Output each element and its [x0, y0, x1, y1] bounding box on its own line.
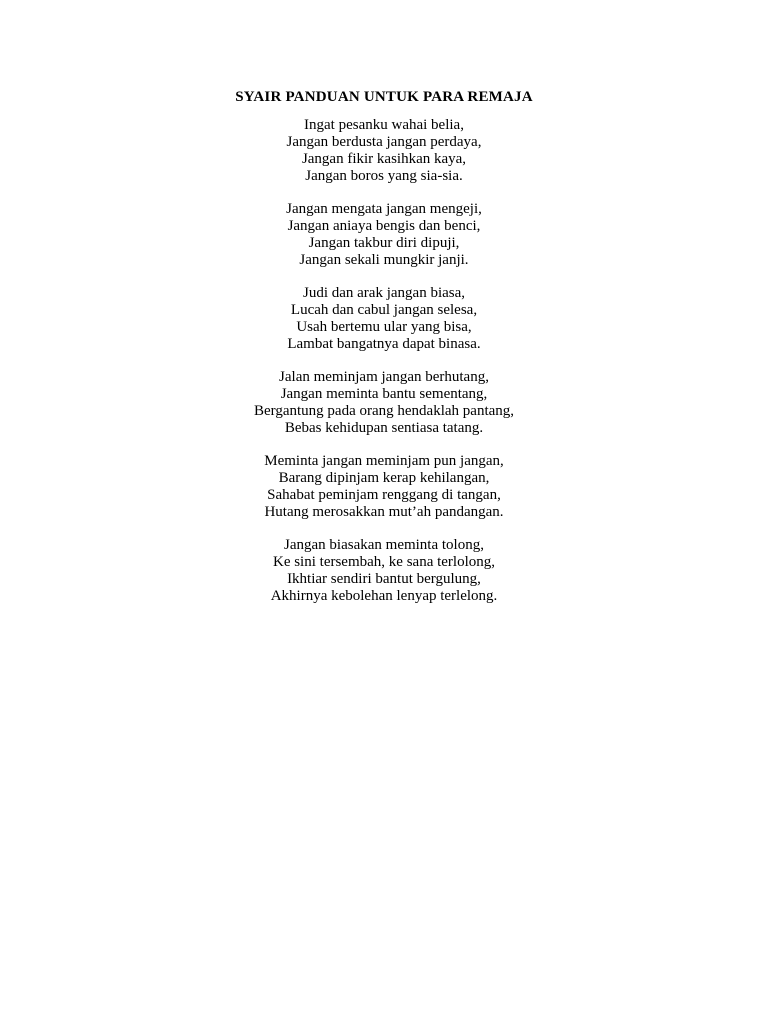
poem-line: Jangan berdusta jangan perdaya, [286, 134, 482, 150]
poem-line: Jangan fikir kasihkan kaya, [301, 151, 467, 167]
poem-line: Meminta jangan meminjam pun jangan, [264, 453, 504, 469]
poem-line: Jangan boros yang sia-sia. [305, 168, 463, 184]
poem-line: Bebas kehidupan sentiasa tatang. [284, 420, 484, 436]
poem-line: Bergantung pada orang hendaklah pantang, [253, 403, 515, 419]
poem-line: Jangan aniaya bengis dan benci, [287, 218, 481, 234]
poem-line: Usah bertemu ular yang bisa, [296, 319, 472, 335]
poem-line: Ingat pesanku wahai belia, [304, 117, 464, 133]
poem-line: Akhirnya kebolehan lenyap terlelong. [270, 588, 498, 604]
stanza-6 [0, 537, 768, 605]
poem-line: Hutang merosakkan mut’ah pandangan. [264, 504, 504, 520]
poem-line: Judi dan arak jangan biasa, [302, 285, 466, 301]
poem-line: Sahabat peminjam renggang di tangan, [267, 487, 501, 503]
poem-line: Ikhtiar sendiri bantut bergulung, [287, 571, 481, 587]
stanza-1 [0, 117, 768, 185]
stanza-3 [0, 285, 768, 353]
stanza-4 [0, 369, 768, 437]
stanza-2 [0, 201, 768, 269]
poem-line: Jangan biasakan meminta tolong, [284, 537, 484, 553]
poem-line: Jangan meminta bantu sementang, [280, 386, 488, 402]
poem-line: Jangan sekali mungkir janji. [299, 252, 469, 268]
poem-line: Barang dipinjam kerap kehilangan, [278, 470, 490, 486]
poem-body [0, 117, 768, 621]
poem-line: Jalan meminjam jangan berhutang, [279, 369, 489, 385]
poem-line: Lucah dan cabul jangan selesa, [290, 302, 478, 318]
poem-title: SYAIR PANDUAN UNTUK PARA REMAJA [235, 89, 533, 105]
poem-line: Jangan mengata jangan mengeji, [286, 201, 482, 217]
poem-line: Jangan takbur diri dipuji, [308, 235, 460, 251]
poem-line: Ke sini tersembah, ke sana terlolong, [272, 554, 496, 570]
stanza-5 [0, 453, 768, 521]
poem-line: Lambat bangatnya dapat binasa. [287, 336, 481, 352]
